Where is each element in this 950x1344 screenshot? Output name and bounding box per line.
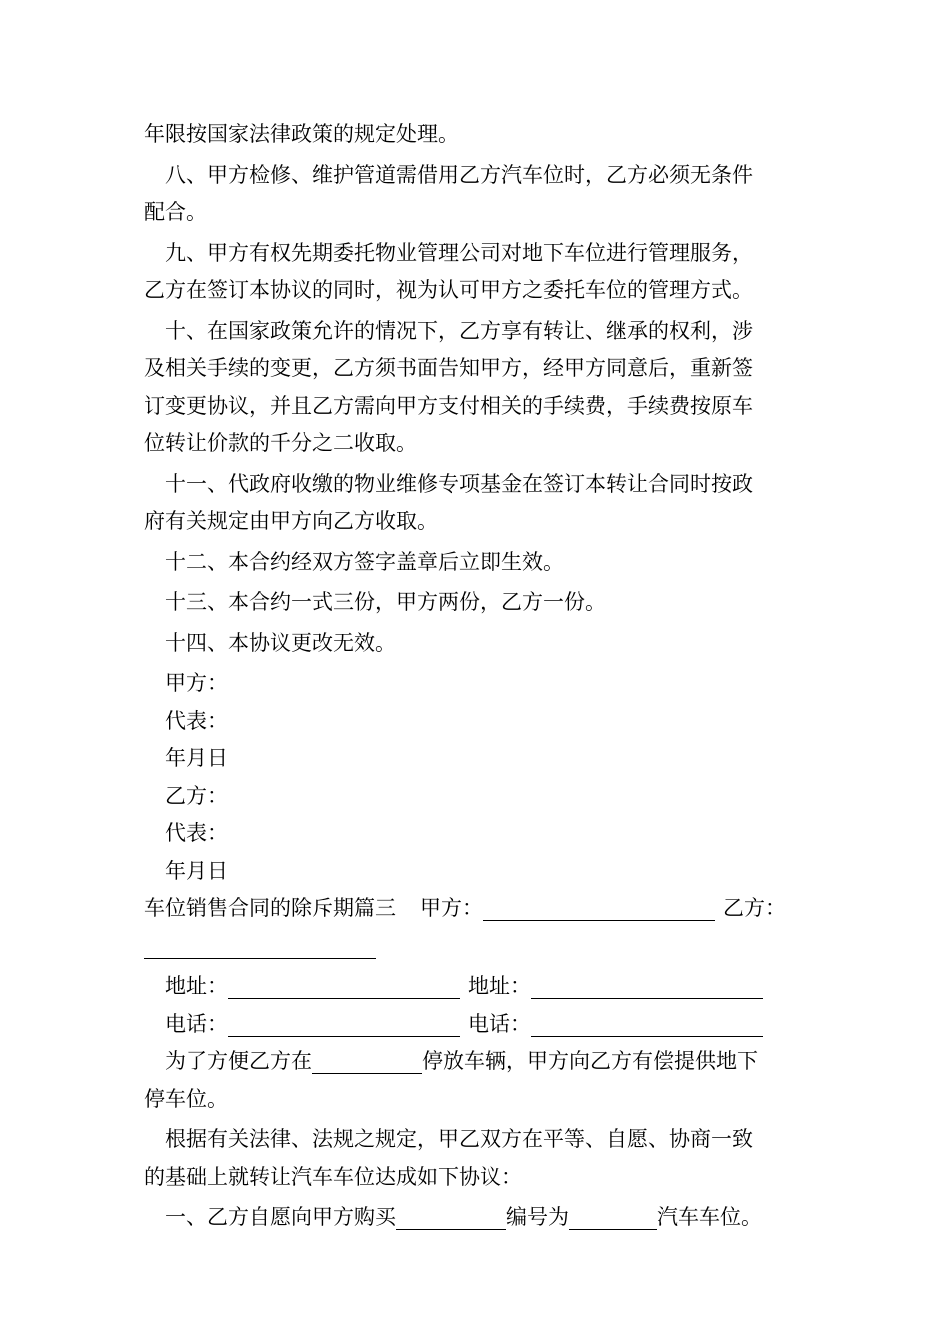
signature-party-b-date: 年月日 — [165, 858, 228, 883]
address-line — [144, 968, 814, 1006]
location-blank — [312, 1047, 422, 1074]
clause-one — [144, 1199, 814, 1237]
text-fragment: 一、乙方自愿向甲方购买 — [165, 1205, 396, 1229]
party-b-label: 乙方： — [723, 896, 786, 920]
phone-label: 电话： — [468, 1011, 531, 1036]
phone-label: 电话： — [165, 1011, 228, 1036]
paragraph-line: 府有关规定由甲方向乙方收取。 — [144, 509, 438, 533]
paragraph-line: 配合。 — [144, 200, 207, 224]
document-body — [144, 116, 814, 1237]
address-a-blank — [228, 972, 460, 999]
address-label: 地址： — [468, 974, 531, 998]
paragraph-line: 根据有关法律、法规之规定，甲乙双方在平等、自愿、协商一致 — [165, 1127, 753, 1151]
number-blank — [569, 1203, 657, 1230]
clause-twelve: 十二、本合约经双方签字盖章后立即生效。 — [165, 549, 564, 574]
phone-b-blank — [531, 1010, 763, 1037]
section-title: 车位销售合同的除斥期篇三 — [144, 896, 396, 920]
paragraph-line: 年限按国家法律政策的规定处理。 — [144, 122, 459, 146]
paragraph-line: 及相关手续的变更，乙方须书面告知甲方，经甲方同意后，重新签 — [144, 356, 753, 380]
party-b-blank — [144, 932, 376, 959]
paragraph-line: 九、甲方有权先期委托物业管理公司对地下车位进行管理服务， — [165, 240, 753, 265]
paragraph-line: 八、甲方检修、维护管道需借用乙方汽车位时，乙方必须无条件 — [165, 162, 753, 187]
signature-party-b-rep: 代表： — [165, 821, 228, 845]
text-fragment: 编号为 — [506, 1205, 569, 1229]
paragraph-line: 的基础上就转让汽车车位达成如下协议： — [144, 1164, 522, 1189]
paragraph-line — [144, 1043, 814, 1081]
text-fragment: 停放车辆，甲方向乙方有偿提供地下 — [422, 1049, 758, 1073]
paragraph-line: 订变更协议，并且乙方需向甲方支付相关的手续费，手续费按原车 — [144, 393, 753, 418]
signature-party-a: 甲方： — [165, 671, 228, 695]
paragraph-line: 十、在国家政策允许的情况下，乙方享有转让、继承的权利，涉 — [165, 318, 753, 343]
party-b-line — [144, 928, 814, 966]
clause-thirteen: 十三、本合约一式三份，甲方两份，乙方一份。 — [165, 590, 606, 614]
phone-line — [144, 1006, 814, 1044]
paragraph-line: 位转让价款的千分之二收取。 — [144, 431, 417, 455]
section-three-header — [144, 890, 814, 928]
signature-party-a-rep: 代表： — [165, 708, 228, 733]
paragraph-line: 十一、代政府收缴的物业维修专项基金在签订本转让合同时按政 — [165, 471, 753, 496]
signature-party-b: 乙方： — [165, 783, 228, 808]
text-fragment: 为了方便乙方在 — [165, 1049, 312, 1073]
signature-party-a-date: 年月日 — [165, 746, 228, 770]
paragraph-line: 乙方在签订本协议的同时，视为认可甲方之委托车位的管理方式。 — [144, 278, 753, 302]
address-b-blank — [531, 972, 763, 999]
text-fragment: 汽车车位。 — [657, 1205, 762, 1229]
phone-a-blank — [228, 1010, 460, 1037]
paragraph-line: 停车位。 — [144, 1086, 228, 1111]
party-a-label: 甲方： — [420, 896, 483, 920]
location-blank — [396, 1203, 506, 1230]
address-label: 地址： — [165, 974, 228, 998]
clause-fourteen: 十四、本协议更改无效。 — [165, 630, 396, 655]
party-a-blank — [483, 894, 715, 921]
